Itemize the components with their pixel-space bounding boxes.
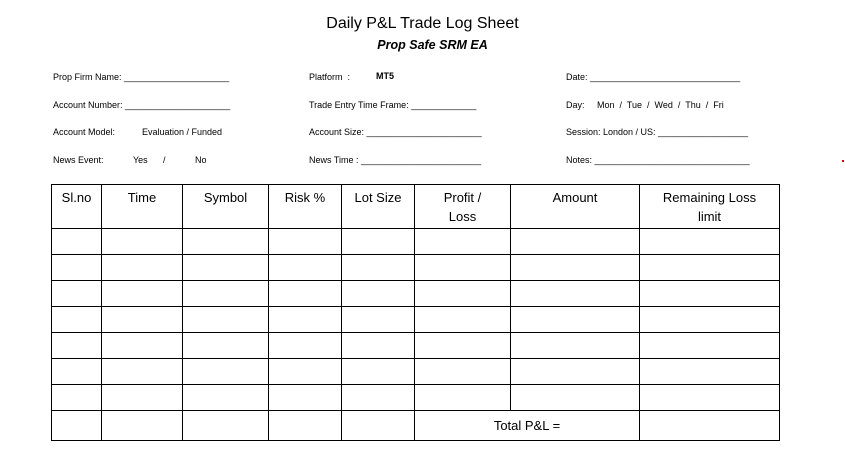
day-options[interactable]: Mon / Tue / Wed / Thu / Fri <box>597 100 724 110</box>
table-cell[interactable] <box>640 385 780 411</box>
table-cell[interactable] <box>415 255 511 281</box>
table-cell[interactable] <box>640 333 780 359</box>
table-cell[interactable] <box>183 411 269 441</box>
table-cell[interactable] <box>102 411 183 441</box>
column-header: Remaining Loss limit <box>640 185 780 229</box>
table-cell[interactable] <box>269 229 342 255</box>
table-cell[interactable] <box>52 229 102 255</box>
platform-label: Platform : <box>309 72 351 82</box>
table-cell[interactable] <box>269 255 342 281</box>
table-cell[interactable] <box>269 307 342 333</box>
table-cell[interactable] <box>269 281 342 307</box>
table-cell[interactable] <box>102 307 183 333</box>
column-header: Symbol <box>183 185 269 229</box>
table-cell[interactable] <box>102 359 183 385</box>
table-cell[interactable] <box>342 255 415 281</box>
table-cell[interactable] <box>102 385 183 411</box>
table-cell[interactable] <box>511 281 640 307</box>
table-cell[interactable] <box>183 229 269 255</box>
table-cell[interactable] <box>183 359 269 385</box>
trade-entry-time-frame-field[interactable]: Trade Entry Time Frame: _____________ <box>309 100 477 110</box>
prop-firm-name-field[interactable]: Prop Firm Name: _____________________ <box>53 72 230 82</box>
news-time-field[interactable]: News Time : ________________________ <box>309 155 482 165</box>
table-cell[interactable] <box>342 229 415 255</box>
table-cell[interactable] <box>183 255 269 281</box>
table-row <box>52 255 780 281</box>
total-pnl-label: Total P&L = <box>415 411 640 441</box>
table-cell[interactable] <box>415 385 511 411</box>
account-size-field[interactable]: Account Size: _______________________ <box>309 127 482 137</box>
news-event-no-option[interactable]: No <box>195 155 207 165</box>
table-cell[interactable] <box>342 281 415 307</box>
table-cell[interactable] <box>102 281 183 307</box>
table-cell[interactable] <box>52 333 102 359</box>
table-cell[interactable] <box>415 359 511 385</box>
news-event-yes-option[interactable]: Yes <box>133 155 148 165</box>
trade-log-table <box>51 184 780 441</box>
table-cell[interactable] <box>640 359 780 385</box>
table-row <box>52 359 780 385</box>
news-event-separator: / <box>163 155 166 165</box>
red-mark <box>842 160 844 162</box>
column-header: Lot Size <box>342 185 415 229</box>
news-event-label: News Event: <box>53 155 104 165</box>
table-row <box>52 281 780 307</box>
table-cell[interactable] <box>52 307 102 333</box>
total-pnl-cell[interactable] <box>640 411 780 441</box>
table-cell[interactable] <box>102 333 183 359</box>
session-field[interactable]: Session: London / US: __________________ <box>566 127 749 137</box>
table-cell[interactable] <box>52 255 102 281</box>
platform-value: MT5 <box>376 71 394 81</box>
table-cell[interactable] <box>415 307 511 333</box>
table-cell[interactable] <box>511 229 640 255</box>
table-cell[interactable] <box>102 255 183 281</box>
account-model-label: Account Model: <box>53 127 116 137</box>
column-header: Risk % <box>269 185 342 229</box>
table-cell[interactable] <box>511 255 640 281</box>
table-cell[interactable] <box>511 359 640 385</box>
table-row <box>52 385 780 411</box>
table-cell[interactable] <box>269 385 342 411</box>
column-header: Profit / Loss <box>415 185 511 229</box>
account-model-options[interactable]: Evaluation / Funded <box>142 127 223 137</box>
column-header: Sl.no <box>52 185 102 229</box>
column-header: Time <box>102 185 183 229</box>
table-cell[interactable] <box>415 333 511 359</box>
table-body <box>52 229 780 441</box>
table-cell[interactable] <box>511 385 640 411</box>
table-header-row <box>52 185 780 229</box>
table-cell[interactable] <box>511 333 640 359</box>
account-number-field[interactable]: Account Number: _____________________ <box>53 100 231 110</box>
table-cell[interactable] <box>342 385 415 411</box>
table-cell[interactable] <box>52 359 102 385</box>
date-field[interactable]: Date: ______________________________ <box>566 72 741 82</box>
table-cell[interactable] <box>511 307 640 333</box>
table-cell[interactable] <box>342 359 415 385</box>
table-cell[interactable] <box>342 333 415 359</box>
page-subtitle: Prop Safe SRM EA <box>377 38 488 52</box>
table-cell[interactable] <box>183 281 269 307</box>
table-row <box>52 307 780 333</box>
table-cell[interactable] <box>269 411 342 441</box>
table-cell[interactable] <box>415 281 511 307</box>
table-cell[interactable] <box>640 255 780 281</box>
column-header: Amount <box>511 185 640 229</box>
notes-field[interactable]: Notes: _______________________________ <box>566 155 750 165</box>
table-cell[interactable] <box>183 333 269 359</box>
table-cell[interactable] <box>102 229 183 255</box>
table-cell[interactable] <box>269 333 342 359</box>
table-cell[interactable] <box>342 307 415 333</box>
table-cell[interactable] <box>415 229 511 255</box>
table-cell[interactable] <box>640 307 780 333</box>
table-cell[interactable] <box>269 359 342 385</box>
table-cell[interactable] <box>342 411 415 441</box>
table-cell[interactable] <box>52 281 102 307</box>
total-row <box>52 411 780 441</box>
table-cell[interactable] <box>183 307 269 333</box>
page-title: Daily P&L Trade Log Sheet <box>326 15 519 32</box>
table-cell[interactable] <box>640 229 780 255</box>
table-row <box>52 333 780 359</box>
day-label: Day: <box>566 100 585 110</box>
table-row <box>52 229 780 255</box>
table-cell[interactable] <box>640 281 780 307</box>
table-cell[interactable] <box>52 411 102 441</box>
table-cell[interactable] <box>52 385 102 411</box>
table-cell[interactable] <box>183 385 269 411</box>
